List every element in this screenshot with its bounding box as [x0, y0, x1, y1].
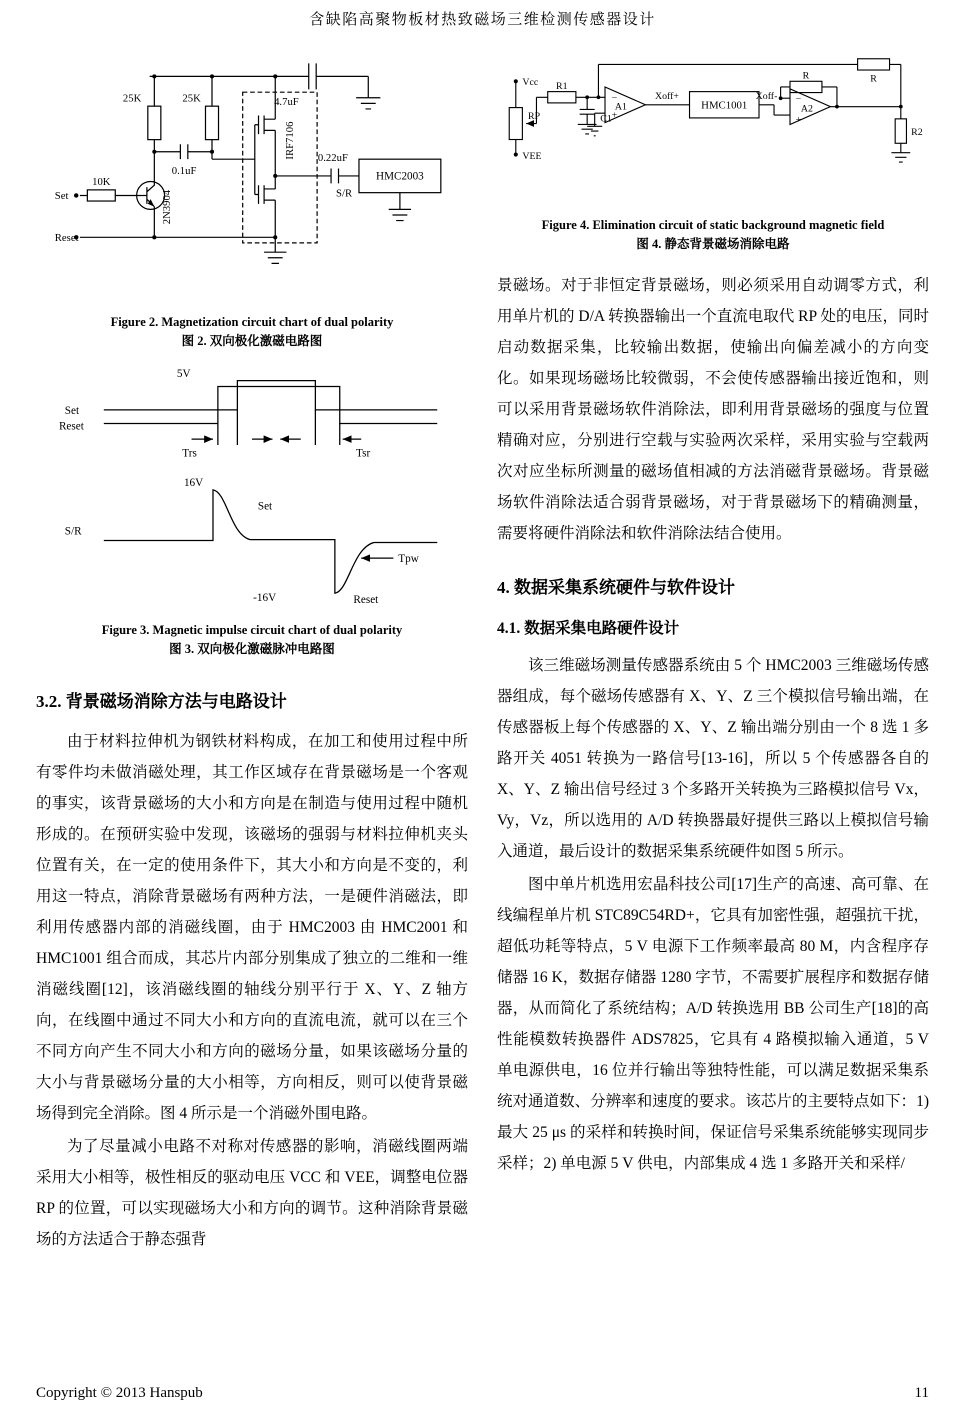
a1-minus-sign: −: [611, 93, 618, 105]
a2-minus-sign: −: [795, 93, 802, 105]
figure3-waveforms: [104, 380, 437, 593]
r-base-label: 10K: [92, 176, 111, 189]
c-out-label: 0.22uF: [317, 152, 348, 165]
figure-4: [497, 55, 929, 254]
figure4-caption-en: Figure 4. Elimination circuit of static background magnetic field: [541, 218, 885, 233]
figure3-labels: [59, 367, 420, 605]
a2-plus-sign: +: [795, 114, 802, 126]
a2-label: A2: [800, 103, 813, 115]
reset-pulse-label: Reset: [353, 593, 379, 606]
r-top-label: R: [870, 73, 877, 85]
figure2-junctions: [74, 74, 277, 239]
right-paragraph-2: 该三维磁场测量传感器系统由 5 个 HMC2003 三维磁场传感器组成，每个磁场传感器有 X、Y、Z 三个模拟信号输出端，在传感器板上每个传感器的 X、Y、Z 输出端分别由一个 8 选 1 多路开关 4051 转换为一路信号[13-16]，所以 5 个传感器各自的 X、Y、Z 输出信号经过 3 个多路开关转换为三路模拟信号 Vx，Vy，Vz，所以选用的 A/D 转换器最好提供三路以上模拟信号输入通道，最后设计的数据采集系统硬件如图 5 所示。: [497, 657, 929, 861]
figure-3: [36, 367, 468, 660]
trs-label: Trs: [182, 447, 197, 460]
page-footer: [36, 1385, 929, 1402]
mosfet-label: IRF7106: [283, 121, 296, 160]
xoff-plus-label: Xoff+: [654, 91, 679, 103]
v5-label: 5V: [176, 367, 191, 380]
section-4-1-heading: 4.1. 数据采集电路硬件设计: [497, 620, 680, 638]
rp-label: RP: [528, 110, 541, 122]
figure4-caption-zh: 图 4. 静态背景磁场消除电路: [636, 237, 790, 252]
figure3-caption: [36, 621, 468, 659]
left-paragraph-2: 为了尽量减小电路不对称对传感器的影响，消磁线圈两端采用大小相等，极性相反的驱动电压 VCC 和 VEE，调整电位器 RP 的位置，可以实现磁场大小和方向的调节。这种消除背景磁场的方法适合于静态强背: [36, 1138, 468, 1249]
set-pulse-label: Set: [257, 499, 273, 512]
figure2-caption-zh: 图 2. 双向极化激磁电路图: [181, 333, 323, 348]
vee-label: VEE: [522, 151, 542, 163]
chip-label: HMC2003: [376, 170, 424, 183]
footer-copyright: Copyright © 2013 Hanspub: [36, 1385, 203, 1401]
tpw-label: Tpw: [398, 552, 419, 565]
r-feedback-label: R: [802, 70, 810, 82]
right-paragraph-3: 图中单片机选用宏晶科技公司[17]生产的高速、高可靠、在线编程单片机 STC89C54RD+，它具有加密性强，超强抗干扰，超低功耗等特点，5 V 电源下工作频率最高 80 M，内含程序存储器 16 K，数据存储器 1280 字节，不需要扩展程序和数据存储器，从而简化了系统结构；A/D 转换选用 BB 公司生产[18]的高性能模数转换器件 ADS7825，它具有 4 路模拟输入通道，5 V 单电源供电，16 位并行输出等独特性能，可以满足数据采集系统对通道数、分辨率和速度的要求。该芯片的主要特点如下：1) 最大 25 μs 的采样和转换时间，保证信号采集系统能够实现同步采样；2) 单电源 5 V 供电，内部集成 4 选 1 多路开关和采样/: [497, 876, 929, 1173]
r1-label: R1: [556, 80, 568, 92]
a1-label: A1: [614, 101, 628, 113]
figure2-caption: [36, 313, 468, 351]
figure2-caption-en: Figure 2. Magnetization circuit chart of dual polarity: [110, 314, 394, 329]
set-label: Set: [64, 404, 80, 417]
sr-label: S/R: [336, 187, 353, 200]
c-base-label: 0.1uF: [171, 165, 197, 178]
tsr-label: Tsr: [356, 447, 371, 460]
c1-label: C1: [600, 113, 612, 125]
right-column: [497, 45, 929, 1257]
figure3-caption-zh: 图 3. 双向极化激磁脉冲电路图: [169, 642, 335, 657]
xoff-minus-label: Xoff-: [755, 91, 778, 103]
transistor-label: 2N3904: [161, 189, 174, 225]
right-paragraph-1: 景磁场。对于非恒定背景磁场，则必须采用自动调零方式，利用单片机的 D/A 转换器输出一个直流电取代 RP 处的电压，同时启动数据采集，比较输出数据，使输出向偏差减小的方向变化。如果现场磁场比较微弱，不会使传感器输出接近饱和，则可以采用背景磁场软件消除法，即利用背景磁场的强度与位置精确对应，分别进行空载与实验两次采样，采用实验与空载两次对应坐标所测量的磁场值相减的方法消磁背景磁场。背景磁场软件消除法适合弱背景磁场，对于背景磁场下的精确测量，需要将硬件消除法和软件消除法结合使用。: [497, 277, 929, 543]
figure4-circuit-diagram: [497, 55, 929, 205]
v16-label: 16V: [183, 476, 204, 489]
reset-label: Reset: [58, 419, 84, 432]
reset-label: Reset: [54, 232, 79, 245]
left-paragraph-1: 由于材料拉伸机为钢铁材料构成，在加工和使用过程中所有零件均未做消磁处理，其工作区域存在背景磁场是一个客观的事实，该背景磁场的大小和方向是在制造与使用过程中随机形成的。在预研实验中发现，该磁场的强弱与材料拉伸机夹头位置有关，在一定的使用条件下，其大小和方向是不变的，利用这一特点，消除背景磁场有两种方法，一是硬件消磁法，即利用传感器内部的消磁线圈，由于 HMC2003 由 HMC2001 和 HMC1001 组合而成，其芯片内部分别集成了独立的二维和一维消磁线圈[12]，该消磁线圈的轴线分别平行于 X、Y、Z 轴方向，在线圈中通过不同大小和方向的直流电流，就可以在三个不同方向产生不同大小和方向的磁场分量，如果该磁场分量的大小与背景磁场分量的大小相等，方向相反，则可以使背景磁场得到完全消除。图 4 所示是一个消磁外围电路。: [36, 733, 468, 1123]
footer-page-number: 11: [914, 1385, 929, 1401]
chip-label: HMC1001: [701, 99, 748, 112]
c-top-label: 4.7uF: [274, 96, 299, 109]
page-body: [0, 45, 965, 1257]
r-left-label: 25K: [122, 92, 142, 105]
section-4-heading: 4. 数据采集系统硬件与软件设计: [497, 578, 735, 598]
r2-label: R2: [911, 126, 923, 138]
figure3-timing-diagram: [57, 367, 447, 611]
figure-2: [36, 55, 468, 351]
figure3-caption-en: Figure 3. Magnetic impulse circuit chart of dual polarity: [101, 623, 403, 638]
paper-title: 含缺陷高聚物板材热致磁场三维检测传感器设计: [309, 12, 656, 28]
figure4-caption: [497, 216, 929, 254]
set-label: Set: [54, 190, 69, 203]
section-3-2-heading: 3.2. 背景磁场消除方法与电路设计: [36, 692, 287, 712]
vneg-label: -16V: [253, 591, 277, 604]
figure2-labels: [55, 93, 424, 245]
vcc-label: Vcc: [522, 77, 539, 89]
left-column: [36, 45, 468, 1257]
sr-label: S/R: [64, 525, 82, 538]
figure4-labels: [522, 70, 922, 162]
figure2-circuit-diagram: [52, 55, 452, 302]
r-right-label: 25K: [182, 92, 201, 105]
a1-plus-sign: +: [611, 109, 618, 121]
